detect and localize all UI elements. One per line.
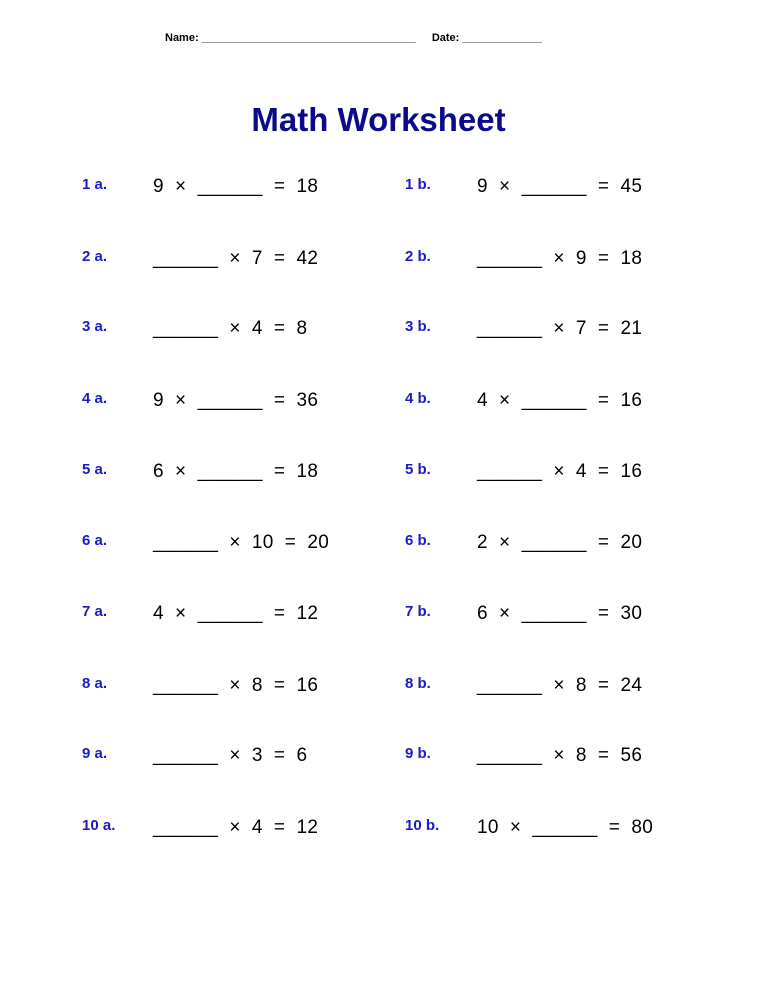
problem-label: 3 b. (405, 318, 431, 335)
problem-equation: 6 × ______ = 18 (153, 461, 319, 482)
problem-equation: ______ × 7 = 42 (153, 248, 319, 269)
problem-label: 7 b. (405, 603, 431, 620)
problem-equation: ______ × 7 = 21 (477, 318, 643, 339)
problem-equation: 9 × ______ = 36 (153, 390, 319, 411)
problem-label: 2 b. (405, 248, 431, 265)
problem-label: 9 a. (82, 745, 108, 762)
problem-row (0, 457, 768, 487)
problem-equation: ______ × 9 = 18 (477, 248, 643, 269)
problem-equation: ______ × 4 = 16 (477, 461, 643, 482)
problem-row (0, 314, 768, 344)
problem-equation: ______ × 4 = 12 (153, 817, 319, 838)
problem-equation: ______ × 8 = 56 (477, 745, 643, 766)
problem-label: 4 a. (82, 390, 108, 407)
problem-equation: 10 × ______ = 80 (477, 817, 654, 838)
problem-label: 2 a. (82, 248, 108, 265)
problem-equation: 2 × ______ = 20 (477, 532, 643, 553)
problem-equation: ______ × 3 = 6 (153, 745, 308, 766)
problem-label: 9 b. (405, 745, 431, 762)
problem-row (0, 813, 768, 843)
problem-equation: 4 × ______ = 12 (153, 603, 319, 624)
problem-row (0, 671, 768, 701)
problem-equation: 6 × ______ = 30 (477, 603, 643, 624)
problem-row (0, 172, 768, 202)
problem-label: 5 b. (405, 461, 431, 478)
problem-equation: ______ × 8 = 24 (477, 675, 643, 696)
problem-equation: 9 × ______ = 18 (153, 176, 319, 197)
problem-equation: ______ × 4 = 8 (153, 318, 308, 339)
date-field-label: Date: _____________ (431, 32, 542, 44)
problem-label: 8 b. (405, 675, 431, 692)
problem-label: 3 a. (82, 318, 108, 335)
problem-equation: 9 × ______ = 45 (477, 176, 643, 197)
problem-row (0, 386, 768, 416)
problem-label: 1 a. (82, 176, 108, 193)
problem-label: 4 b. (405, 390, 431, 407)
problem-equation: ______ × 8 = 16 (153, 675, 319, 696)
problem-label: 8 a. (82, 675, 108, 692)
problem-row (0, 528, 768, 558)
problem-label: 6 a. (82, 532, 108, 549)
problem-row (0, 244, 768, 274)
problem-label: 6 b. (405, 532, 431, 549)
problem-label: 5 a. (82, 461, 108, 478)
problem-label: 10 b. (405, 817, 440, 834)
problem-row (0, 599, 768, 629)
problem-label: 1 b. (405, 176, 431, 193)
problem-row (0, 741, 768, 771)
problem-label: 7 a. (82, 603, 108, 620)
problem-label: 10 a. (82, 817, 116, 834)
problem-equation: ______ × 10 = 20 (153, 532, 330, 553)
page-title: Math Worksheet (251, 101, 506, 138)
problem-equation: 4 × ______ = 16 (477, 390, 643, 411)
name-field-label: Name: ___________________________________ (165, 32, 416, 44)
